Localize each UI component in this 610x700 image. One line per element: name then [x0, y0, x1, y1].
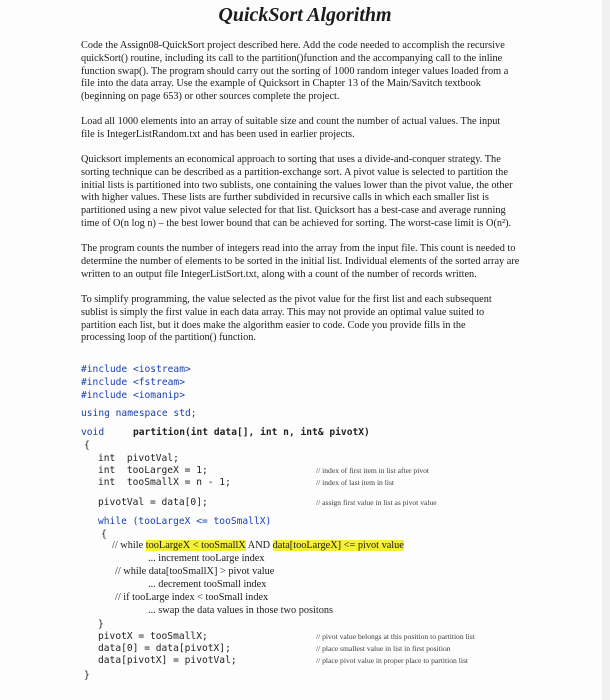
code-include-iostream: #include <iostream>: [81, 364, 191, 375]
paragraph-simplify: [81, 294, 573, 345]
code-pivotx-assign: pivotX = tooSmallX;: [98, 631, 208, 642]
code-while-loop: while (tooLargeX <= tooSmallX): [98, 516, 272, 527]
comment-pivot-position: // pivot value belongs at this position to partition list: [316, 632, 475, 641]
comment-last-index: // index of last item in list: [316, 478, 395, 487]
code-using-namespace: using namespace std;: [81, 408, 197, 419]
text-line: determine the number of elements to be sorted in the initial list. Individual elements of the sorted array are: [81, 255, 520, 267]
code-include-fstream: #include <fstream>: [81, 377, 185, 388]
paragraph-load: [81, 116, 573, 142]
pseudo-while-line: [112, 540, 404, 551]
code-datapivot-assign: data[pivotX] = pivotVal;: [98, 655, 237, 666]
code-data0-assign: data[0] = data[pivotX];: [98, 643, 231, 654]
code-assign-pivotval: pivotVal = data[0];: [98, 497, 208, 508]
text-line: The program counts the number of integers read into the array from the input file. This count is needed to: [81, 243, 516, 254]
page-edge-shadow: [602, 0, 610, 700]
pseudo-decrement: ... decrement tooSmall index: [148, 579, 267, 590]
code-open-brace-inner: {: [101, 529, 107, 540]
text-line: partitioned using a new pivot value selected for that list. Quicksort has a best-case and average running: [81, 205, 506, 217]
code-void-keyword: void: [81, 427, 105, 438]
text-line: function swap(). The program should carry out the sorting of 1000 random integer values loaded from a: [81, 65, 509, 77]
pseudo-while-prefix: // while: [112, 540, 146, 551]
paragraph-quicksort: [81, 154, 573, 231]
highlight-condition-1: tooLargeX < tooSmallX: [145, 540, 246, 551]
code-close-brace: }: [84, 670, 90, 681]
code-decl-pivotval: int pivotVal;: [98, 453, 179, 464]
text-line: file into the data array. Use the example of Quicksort in Chapter 13 of the Main/Savitch textbook: [81, 78, 481, 90]
text-line: (beginning on page 653) or other sources complete the project.: [81, 91, 340, 103]
text-line: sublist is simply the first value in each data array. This may not provide an optimal value suited to: [81, 306, 485, 318]
comment-first-index: // index of first item in list after pivot: [316, 466, 430, 475]
paragraph-count: [81, 243, 573, 281]
text-line: time of O(n log n) – the best lower bound that can be achieved for sorting. The worst-case limit is O(n²).: [81, 217, 512, 229]
pseudo-swap: ... swap the data values in those two positons: [148, 605, 334, 616]
text-line: partition each list, but it does make the algorithm easier to code. Code you provide fills in the: [81, 319, 466, 331]
text-line: initial lists is partitioned into two sublists, one containing the values lower than the pivot value, the other: [81, 179, 513, 191]
comment-assign-pivot: // assign first value in list as pivot value: [316, 498, 437, 507]
code-include-iomanip: #include <iomanip>: [81, 390, 185, 401]
text-line: To simplify programming, the value selected as the pivot value for the first list and each subsequent: [81, 294, 492, 305]
code-close-brace-inner: }: [98, 619, 104, 630]
pseudo-while-data: // while data[tooSmallX] > pivot value: [115, 566, 275, 577]
code-function-signature: partition(int data[], int n, int& pivotX): [133, 427, 370, 438]
text-line: sorting technique can be described as a partition-exchange sort. A pivot value is selected to partition the: [81, 166, 508, 178]
text-line: written to an output file IntegerListSort.txt, along with a count of the number of records written.: [81, 268, 477, 280]
pseudo-increment: ... increment tooLarge index: [148, 553, 265, 564]
text-line: with higher values. These lists are further subdivided in recursive calls in which each smaller list is: [81, 192, 489, 204]
pseudo-if: // if tooLarge index < tooSmall index: [115, 592, 269, 603]
pseudo-and: AND: [245, 540, 273, 551]
paragraph-intro: [81, 40, 573, 104]
code-open-brace: {: [84, 440, 90, 451]
comment-pivot-proper: // place pivot value in proper place to partition list: [316, 656, 469, 665]
page-title: QuickSort Algorithm: [218, 4, 392, 26]
text-line: processing loop of the partition() function.: [81, 332, 257, 344]
text-line: Load all 1000 elements into an array of suitable size and count the number of actual values. The input: [81, 116, 501, 127]
highlight-condition-2: data[tooLargeX] <= pivot value: [272, 540, 404, 551]
text-line: Code the Assign08-QuickSort project described here. Add the code needed to accomplish the recursive: [81, 40, 505, 51]
comment-smallest-first: // place smallest value in list in first position: [316, 644, 451, 653]
code-decl-toolargex: int tooLargeX = 1;: [98, 465, 208, 476]
text-line: file is IntegerListRandom.txt and has been used in earlier projects.: [81, 128, 355, 140]
text-line: Quicksort implements an economical approach to sorting that uses a divide-and-conquer strategy. The: [81, 154, 501, 165]
code-decl-toosmallx: int tooSmallX = n - 1;: [98, 477, 231, 488]
text-line: quickSort() routine, including its call to the partition()function and the accompanying call to the inline: [81, 52, 503, 64]
